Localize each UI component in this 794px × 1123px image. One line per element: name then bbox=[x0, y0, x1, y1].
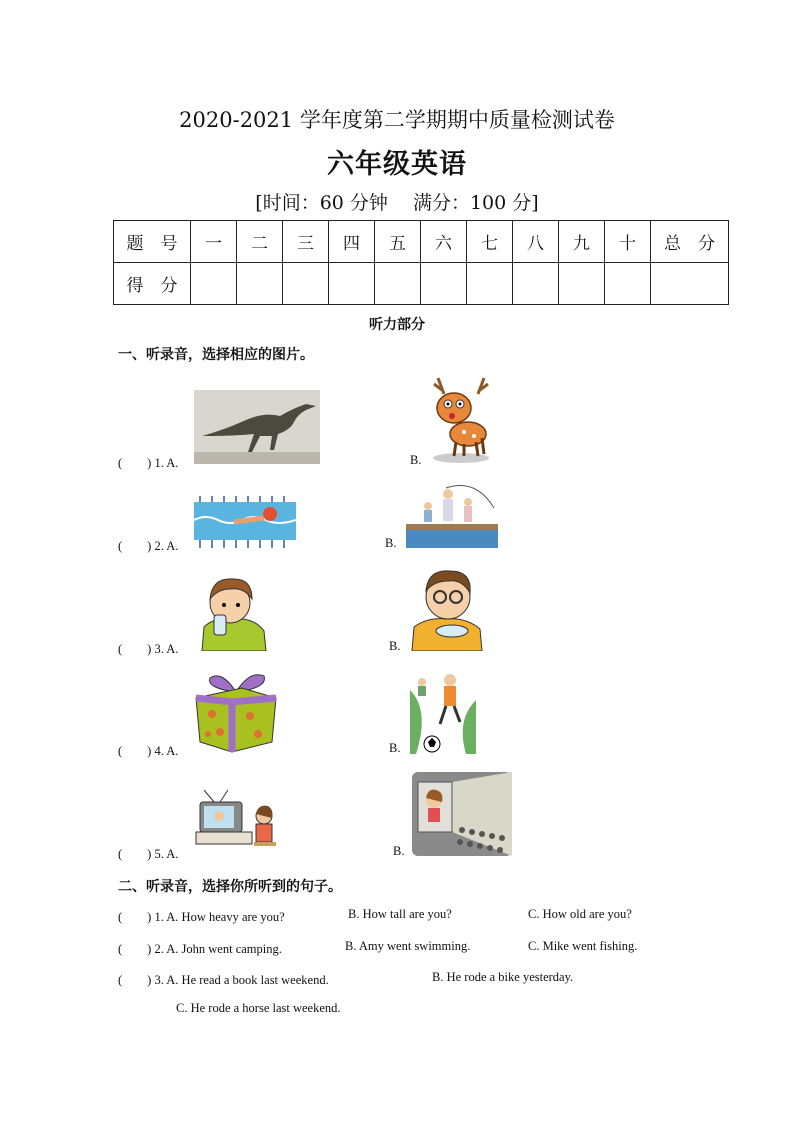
score-table-header-row bbox=[114, 221, 729, 263]
boy-drinking-picture bbox=[194, 569, 270, 651]
question-option: B. He rode a bike yesterday. bbox=[432, 970, 574, 984]
grade-title: 六年级英语 bbox=[327, 149, 467, 180]
question-number: ( ) 2. A. bbox=[118, 539, 179, 553]
score-cell: 四 bbox=[329, 221, 375, 263]
score-cell: 题 号 bbox=[114, 221, 191, 263]
score-cell: 总 分 bbox=[651, 221, 729, 263]
question-option: B. Amy went swimming. bbox=[345, 939, 471, 953]
score-input-cell[interactable] bbox=[329, 263, 375, 305]
gift-box-picture bbox=[192, 668, 280, 754]
question-number: ( ) 3. A. bbox=[118, 642, 179, 656]
score-cell: 五 bbox=[375, 221, 421, 263]
playing-football-picture bbox=[410, 670, 476, 754]
option-b-label: B. bbox=[410, 453, 422, 467]
score-cell: 六 bbox=[421, 221, 467, 263]
score-cell: 十 bbox=[605, 221, 651, 263]
score-cell: 得 分 bbox=[114, 263, 191, 305]
question-option: ( ) 1. A. How heavy are you? bbox=[118, 910, 285, 924]
time-score-line: [时间：60 分钟 满分：100 分] bbox=[255, 192, 539, 214]
score-cell: 一 bbox=[191, 221, 237, 263]
score-cell: 八 bbox=[513, 221, 559, 263]
score-input-cell[interactable] bbox=[605, 263, 651, 305]
section2-title: 二、听录音，选择你所听到的句子。 bbox=[118, 879, 342, 895]
question-number: ( ) 1. A. bbox=[118, 456, 179, 470]
section1-title: 一、听录音，选择相应的图片。 bbox=[118, 347, 314, 363]
score-input-cell[interactable] bbox=[467, 263, 513, 305]
question-option: ( ) 3. A. He read a book last weekend. bbox=[118, 973, 329, 987]
boy-eating-picture bbox=[408, 563, 484, 651]
question-option: C. Mike went fishing. bbox=[528, 939, 638, 953]
option-b-label: B. bbox=[393, 844, 405, 858]
score-cell: 九 bbox=[559, 221, 605, 263]
score-input-cell[interactable] bbox=[191, 263, 237, 305]
score-input-cell[interactable] bbox=[651, 263, 729, 305]
score-cell: 二 bbox=[237, 221, 283, 263]
dinosaur-picture bbox=[194, 390, 320, 464]
question-option: B. How tall are you? bbox=[348, 907, 452, 921]
watching-tv-picture bbox=[194, 786, 286, 856]
question-option: C. He rode a horse last weekend. bbox=[176, 1001, 341, 1015]
score-table bbox=[113, 220, 729, 305]
score-cell: 三 bbox=[283, 221, 329, 263]
swimming-picture bbox=[194, 496, 296, 548]
listening-header: 听力部分 bbox=[369, 317, 425, 333]
question-number: ( ) 5. A. bbox=[118, 847, 179, 861]
option-b-label: B. bbox=[389, 741, 401, 755]
score-input-cell[interactable] bbox=[513, 263, 559, 305]
question-number: ( ) 4. A. bbox=[118, 744, 179, 758]
score-input-cell[interactable] bbox=[421, 263, 467, 305]
score-input-cell[interactable] bbox=[375, 263, 421, 305]
exam-title: 2020-2021 学年度第二学期期中质量检测试卷 bbox=[179, 108, 615, 132]
score-cell: 七 bbox=[467, 221, 513, 263]
fishing-picture bbox=[406, 478, 498, 548]
score-input-cell[interactable] bbox=[283, 263, 329, 305]
question-option: C. How old are you? bbox=[528, 907, 632, 921]
deer-picture bbox=[428, 374, 494, 464]
score-table-score-row bbox=[114, 263, 729, 305]
score-input-cell[interactable] bbox=[559, 263, 605, 305]
option-b-label: B. bbox=[385, 536, 397, 550]
option-b-label: B. bbox=[389, 639, 401, 653]
score-input-cell[interactable] bbox=[237, 263, 283, 305]
question-option: ( ) 2. A. John went camping. bbox=[118, 942, 282, 956]
cinema-picture bbox=[412, 772, 512, 856]
